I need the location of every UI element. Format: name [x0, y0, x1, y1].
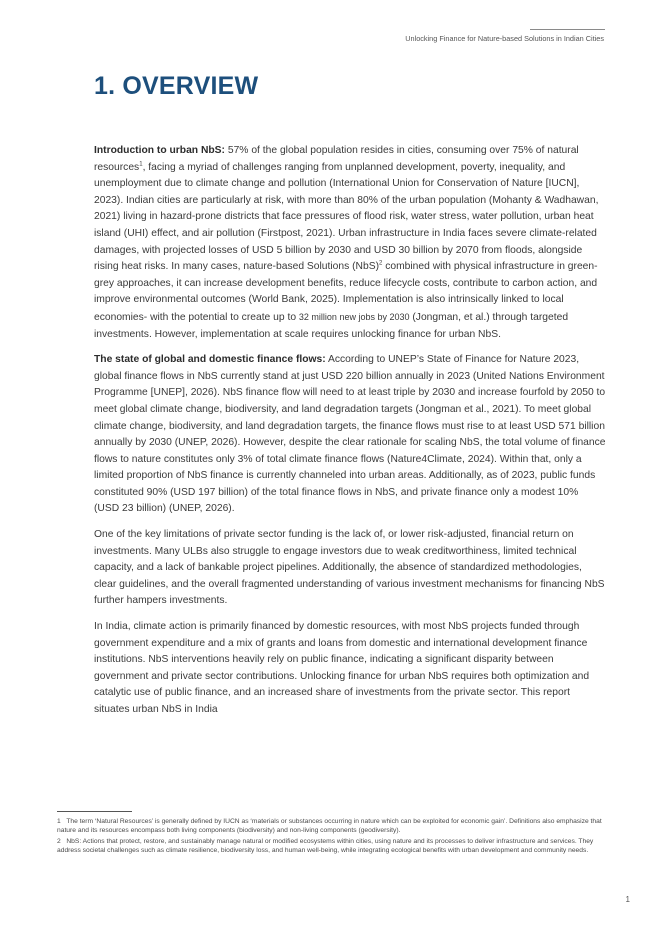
paragraph-text: 57% of the global population resides in cities, consuming over 75% of natural resources [94, 145, 579, 173]
footnote-number: 1 [57, 818, 61, 825]
footnote-2 [57, 837, 605, 856]
footnote-text: NbS: Actions that protect, restore, and sustainably manage natural or modified ecosystems within cities, using nature and its processes to deliver infrastructure and services. They address societal challenges such as climate resilience, biodiversity loss, and human well-being, while integrating ecological benefits with urban development and community needs. [57, 837, 594, 854]
footnote-ref: 1 [139, 161, 143, 168]
footnote-rule [57, 811, 132, 812]
paragraph-finance-flows [94, 352, 606, 518]
paragraph-text: According to UNEP’s State of Finance for Nature 2023, global finance flows in NbS currently stand at just USD 220 billion annually in 2023 (United Nations Environment Programme [UNEP], 2026). NbS finance flow will need to at least triple by 2030 and increase fourfold by 2050 to meet global climate change, biodiversity, and land degradation targets (Jongman et al., 2021). To meet global climate change, biodiversity, and land degradation targets, the finance flows must rise to at least USD 571 billion annually by 2030 (UNEP, 2026). However, despite the clear rationale for scaling NbS, the total volume of finance flows to nature constitutes only 3% of total climate finance flows (Nature4Climate, 2024). Within that, only a limited proportion of NbS finance is currently channeled into urban areas. Additionally, as of 2023, public funds constituted 90% (USD 197 billion) of the total finance flows in NbS, and private finance only a modest 10% (USD 23 billion) (UNEP, 2026). [94, 354, 606, 515]
footnote-1 [57, 817, 605, 836]
footnote-text: The term ‘Natural Resources’ is generally defined by IUCN as ‘materials or substances occurring in nature which can be exploited for economic gain’. Definitions also emphasize that nature and its resources encompass both living components (biodiversity) and non-living components (geodiversity). [57, 818, 602, 835]
paragraph-text-small: 32 million new jobs by 2030 [298, 311, 410, 322]
paragraph-lead: The state of global and domestic finance flows: [94, 354, 326, 366]
paragraph-intro [94, 143, 606, 343]
running-header: Unlocking Finance for Nature-based Solutions in Indian Cities [405, 34, 604, 43]
header-rule [530, 29, 605, 30]
footnote-number: 2 [57, 837, 61, 845]
paragraph-lead: Introduction to urban NbS: [94, 145, 225, 156]
page-number: 1 [625, 895, 630, 904]
paragraph-text: (Jongman, et al.) through targeted investments. However, implementation at scale requires unlocking finance for urban NbS. [94, 311, 569, 340]
footnotes [57, 817, 605, 856]
section-title: 1. OVERVIEW [94, 72, 259, 100]
paragraph-text: , facing a myriad of challenges ranging from unplanned development, poverty, inequality, and unemployment due to climate change and pollution (International Union for Conservation of Nature [IUCN], 2023). Indian cities are particularly at risk, with more than 80% of the urban population (Mohanty & Wadhawan, 2021) living in hazard-prone districts that face pressures of flood risk, water stress, water pollution, urban heat island (UHI) effect, and air pollution (Firstpost, 2021). Urban infrastructure in India faces severe climate-related damages, with projected losses of USD 5 billion by 2030 and USD 30 billion by 2070 from floods, alongside rising heat risks. In many cases, nature-based Solutions (NbS) [94, 161, 599, 273]
paragraph-text: combined with physical infrastructure in green-grey approaches, it can increase development benefits, reduce lifecycle costs, contribute to carbon action, and improve environmental outcomes (World Bank, 2025). Implementation is also intrinsically linked to local economies- with the potential to create up to [94, 261, 598, 323]
footnote-ref: 2 [379, 260, 383, 267]
body-text [94, 143, 606, 728]
paragraph-private-limitations: One of the key limitations of private sector funding is the lack of, or lower risk-adjusted, financial return on investments. Many ULBs also struggle to engage investors due to weak creditworthiness, limited technical capacity, and a lack of bankable project pipelines. Additionally, the absence of standardized methodologies, clear guidelines, and the overall fragmented understanding of various investment mechanisms for financing NbS further hampers investments. [94, 529, 605, 607]
paragraph-india-climate: In India, climate action is primarily financed by domestic resources, with most NbS projects funded through government expenditure and a mix of grants and loans from domestic and international development finance institutions. NbS interventions heavily rely on public finance, indicating a significant disparity between government and private sector contributions. Unlocking finance for urban NbS requires both optimization and catalytic use of public finance, and an increased share of investments from the private sector. This report situates urban NbS in India [94, 621, 590, 715]
